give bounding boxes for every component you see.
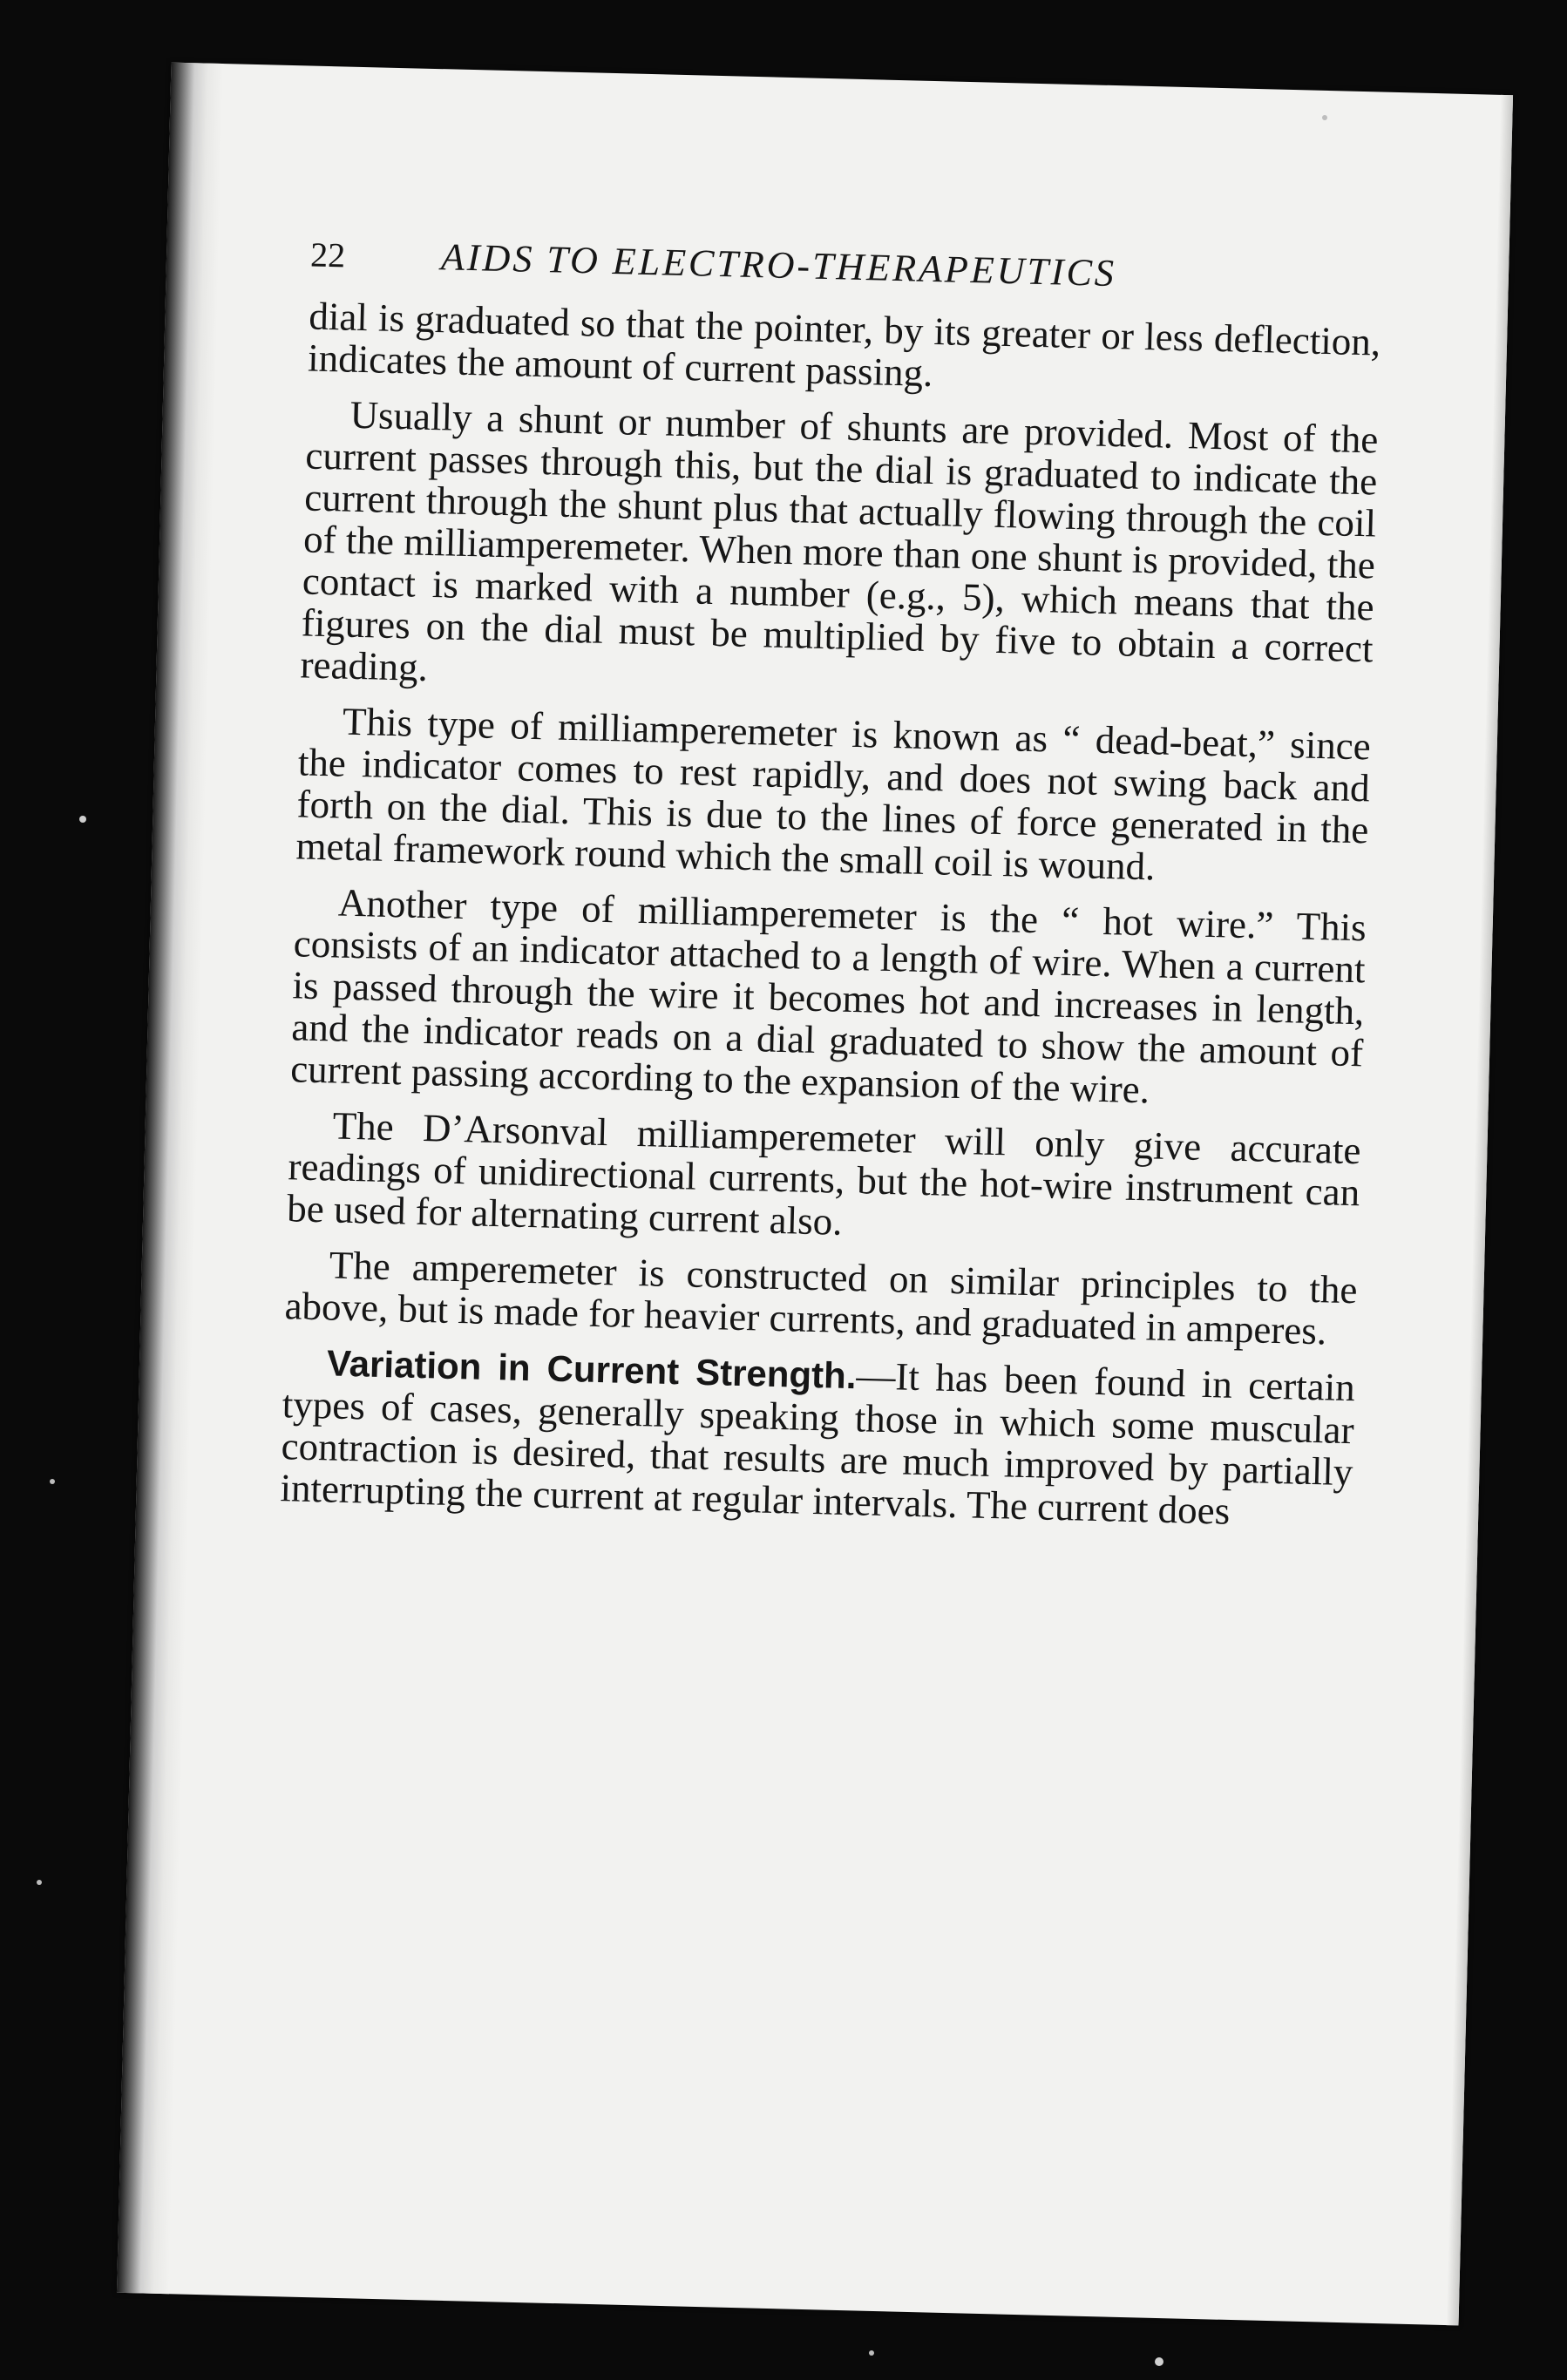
book-page [117, 63, 1513, 2326]
section-heading: Variation in Current Strength. [326, 1342, 858, 1397]
page-binding-shadow [117, 63, 224, 2295]
paragraph-amperemeter: The amperemeter is constructed on similar principles to the above, but is made for heavier currents, and graduated in amperes. [284, 1243, 1359, 1353]
section-text: —It has been found in certain types of cases, generally speaking those in which some muscular contraction is desired, that results are much improved by partially interrupting the current at regular intervals. The current does [279, 1353, 1356, 1533]
page-number: 22 [309, 234, 346, 275]
running-head [310, 232, 1383, 302]
book-title: AIDS TO ELECTRO-THERAPEUTICS [440, 235, 1117, 295]
page-edge [1447, 95, 1514, 2326]
paragraph-shunts: Usually a shunt or number of shunts are provided. Most of the current passes through this, but the dial is graduated to indicate the current through the shunt plus that actually flowing through the coil of the milliamperemeter. When more than one shunt is provided, the contact is marked with a number (e.g., 5), which means that the figures on the dial must be multiplied by five to obtain a correct reading. [300, 392, 1379, 689]
paragraph-variation [280, 1340, 1355, 1535]
paragraph-continued: dial is graduated so that the pointer, by its greater or less deflection, indicates the amount of current passing. [307, 294, 1381, 396]
paragraph-dead-beat: This type of milliamperemeter is known as “ dead-beat,” since the indicator comes to rest rapidly, and does not swing back and forth on the dial. This is due to the lines of force generated in the metal framework round which the small coil is wound. [295, 699, 1372, 889]
paragraph-hot-wire: Another type of milliamperemeter is the “ hot wire.” This consists of an indicator attached to a length of wire. When a current is passed through the wire it becomes hot and increases in length, and the indicator reads on a dial graduated to show the amount of current passing according to the expansion of the wire. [289, 880, 1367, 1112]
paragraph-darsonval: The D’Arsonval milliamperemeter will only give accurate readings of unidirectional currents, but the hot-wire instrument can be used for alternating current also. [286, 1103, 1362, 1244]
page-content [280, 232, 1383, 1549]
